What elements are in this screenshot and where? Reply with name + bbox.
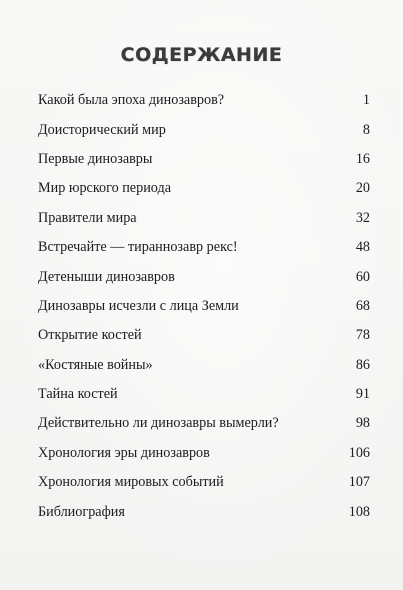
toc-entry-page: 60 <box>355 268 370 285</box>
toc-entry-page: 106 <box>348 444 370 461</box>
toc-entry-page: 86 <box>355 356 370 373</box>
toc-entry-page: 48 <box>355 239 370 256</box>
toc-entry-title: Открытие костей <box>38 327 142 344</box>
toc-entry <box>38 468 370 497</box>
toc-entry <box>38 174 370 203</box>
toc-entry-page: 20 <box>355 180 370 197</box>
toc-entry <box>38 321 370 350</box>
toc-entry-page: 98 <box>355 415 370 432</box>
toc-entry <box>38 409 370 438</box>
toc-entry-title: Действительно ли динозавры вымерли? <box>38 415 279 432</box>
toc-entry-title: Детеныши динозавров <box>38 268 175 285</box>
toc-entry-title: Правители мира <box>38 209 137 226</box>
toc-entry-page: 91 <box>355 386 370 403</box>
toc-entry <box>38 204 370 233</box>
toc-entry <box>38 439 370 468</box>
toc-entry-page: 16 <box>355 150 370 167</box>
toc-entry-page: 108 <box>348 503 370 520</box>
toc-entry <box>38 262 370 291</box>
toc-entry <box>38 115 370 144</box>
toc-entry-page: 8 <box>362 121 370 138</box>
toc-entry-page: 68 <box>355 297 370 314</box>
table-of-contents <box>38 86 370 527</box>
toc-entry-page: 107 <box>348 474 370 491</box>
toc-entry-title: «Костяные войны» <box>38 356 153 373</box>
toc-entry <box>38 351 370 380</box>
page-title: СОДЕРЖАНИЕ <box>120 44 283 66</box>
toc-entry-page: 1 <box>362 92 370 109</box>
toc-entry-title: Встречайте — тираннозавр рекс! <box>38 239 238 256</box>
toc-entry <box>38 86 370 115</box>
toc-entry-title: Какой была эпоха динозавров? <box>38 92 225 109</box>
toc-entry <box>38 380 370 409</box>
toc-entry-title: Хронология мировых событий <box>38 474 224 491</box>
toc-entry-title: Доисторический мир <box>38 121 166 138</box>
toc-entry-title: Мир юрского периода <box>38 180 171 197</box>
toc-entry <box>38 292 370 321</box>
toc-entry <box>38 145 370 174</box>
toc-entry-title: Динозавры исчезли с лица Земли <box>38 297 239 314</box>
toc-entry-title: Хронология эры динозавров <box>38 444 210 461</box>
toc-entry <box>38 497 370 526</box>
toc-entry-title: Библиография <box>38 503 125 520</box>
toc-entry-title: Тайна костей <box>38 386 118 403</box>
toc-entry-page: 78 <box>355 327 370 344</box>
toc-entry-title: Первые динозавры <box>38 150 153 167</box>
toc-entry-page: 32 <box>355 209 370 226</box>
toc-entry <box>38 233 370 262</box>
